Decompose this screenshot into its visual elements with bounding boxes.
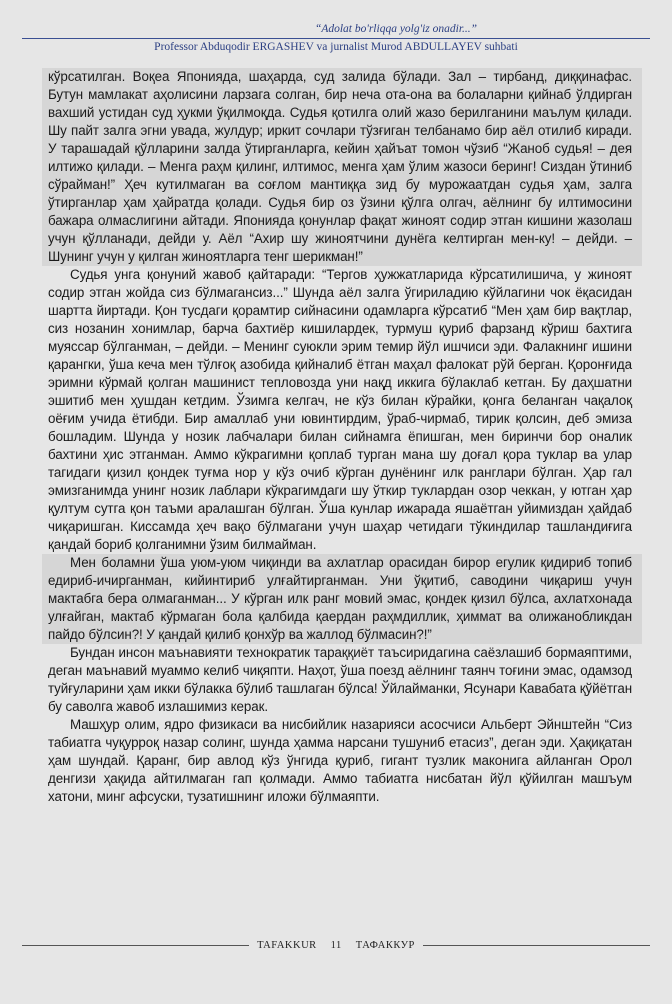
header-subtitle: Professor Abduqodir ERGASHEV va jurnalist Murod ABDULLAYEV suhbati — [154, 41, 518, 53]
article-body — [48, 68, 632, 806]
page-number: 11 — [330, 939, 342, 951]
footer-rule-left — [22, 945, 249, 946]
footer-left-title: TAFAKKUR — [257, 939, 317, 951]
header-quote: “Adolat bo'rliqqa yolg'iz onadir...” — [314, 23, 478, 35]
footer-rule-right — [423, 945, 650, 946]
paragraph: Мен боламни ўша уюм-уюм чиқинди ва ахлатлар орасидан бирор егулик қидириб топиб едириб-ичирганман, кийинтириб улғайтирганман. Уни ўқитиб, саводини чиқариш учун мактабга бера олмаганман... У кўрган илк ранг мовий эмас, қондек қизил бўлса, ахлатхонада улғайган, мактаб кўрмаган бола қалбида қаердан раҳмдиллик, ҳиммат ва олижанобликдан пайдо бўлсин?! У қандай қилиб қонхўр ва жаллод бўлмасин?!” — [42, 554, 642, 644]
page-footer — [22, 935, 650, 955]
paragraph: Судья унга қонуний жавоб қайтаради: “Тергов ҳужжатларида кўрсатилишича, у жиноят содир этган жойда сиз бўлмагансиз...” Шунда аёл залга ўгириладию кўйлагини чок ёқасидан шартта йиртади. Қон тусдаги қорамтир сийнасини одамларга кўрсатиб “Мен ҳам бир вақтлар, сиз нозанин хонимлар, барча бахтиёр кишилардек, турмуш қуриб фарзанд кўриш бахтига муяссар бўлганман, – дейди. – Менинг суюкли эрим темир йўл ишчиси эди. Фалакнинг ишини қарангки, ўша кеча мен тўлғоқ азобида қийналиб ётган маҳал фалокат рўй берган. Қоронғида эримни кўрмай қолган машинист тепловозда уни нақд иккига бўлаклаб кетган. Бу даҳшатни эшитиб мен ҳушдан кетдим. Ўзимга келгач, не кўз билан кўрайки, қонга беланган чақалоқ оёғим учида ётибди. Бир амаллаб уни ювинтирдим, ўраб-чирмаб, тирик қолсин, деб эмиза бошладим. Шунда у нозик лабчалари билан сийнамга ёпишган, мен биринчи бор оналик бахтини ҳис этганман. Аммо кўкрагимни қоплаб турган мана шу доғал қора туклар ва улар тагидаги қизил қондек туғма нор у кўз очиб кўрган дунёнинг илк ранглари бўлган. Ҳар гал эмизганимда унинг нозик лаблари кўкрагимдаги шу ўткир туклардан озор чеккан, у ютган ҳар қултум сутга қон таъми аралашган бўлган. Ўша кунлар ижарада яшаётган уйимиздан ҳайдаб чиқаришган. Киссамда ҳеч вақо бўлмагани учун шаҳар четидаги тўкиндилар ташландиғига қандай бориб қолганимни ўзим билмайман. — [48, 267, 632, 552]
paragraph: кўрсатилган. Воқеа Японияда, шаҳарда, суд залида бўлади. Зал – тирбанд, диққинафас. Бутун мамлакат аҳолисини ларзага солган, бир неча ота-она ва болаларни қийнаб ўлдирган вахший устидан суд ҳукми ўқилмоқда. Судья қотилга олий жазо берилганини маълум қилади. Шу пайт залга эгни увада, жулдур; иркит сочлари тўзғиган телбанамо бир аёл отилиб киради. У тарашадай қўлларини залда ўтирганларга, кейин ҳайъат томон чўзиб “Жаноб судья! – дея илтижо қилади. – Менга раҳм қилинг, илтимос, менга ҳам ўлим жазоси беринг! Сиздан ўтиниб сўрайман!” Ҳеч кутилмаган ва соғлом мантиққа зид бу мурожаатдан судья ҳам, залга ўтирганлар ҳам ҳайратда қолади. Судья бир оз ўзини қўлга олгач, аёлнинг бу илтимосини бажара олмаслигини айтади. Японияда қонунлар фақат жиноят содир этган кишини жазолаш учун қўлланади, дейди у. Аёл “Ахир шу жиноятчини дунёга келтирган мен-ку! – дейди. – Шунинг учун у қилган жиноятларга тенг шерикман!” — [42, 68, 642, 266]
header-rule — [22, 38, 650, 39]
running-header — [0, 22, 672, 55]
footer-right-title: ТАФАККУР — [355, 939, 415, 951]
paragraph: Бундан инсон маънавияти технократик тараққиёт таъсиридагина саёзлашиб бормаяптими, деган маънавий муаммо келиб чиқяпти. Наҳот, ўша поезд аёлнинг таянч тоғини эмас, одамзод туйғуларини ҳам икки бўлакка бўлиб ташлаган бўлса! Ўйлайманки, Ясунари Кавабата қўйётган бу саволга жавоб излашимиз керак. — [48, 645, 632, 714]
paragraph: Машҳур олим, ядро физикаси ва нисбийлик назарияси асосчиси Альберт Эйнштейн “Сиз табиатга чуқурроқ назар солинг, шунда ҳамма нарсани тушуниб етасиз”, деган эди. Ҳақиқатан ҳам шундай. Қаранг, бир авлод кўз ўнгида қуриб, гигант тузлик маконига айланган Орол денгизи ҳақида айтилмаган гап қолмади. Аммо табиатга нисбатан йўл қўйилган машъум хатони, минг афсуски, тузатишнинг иложи бўлмаяпти. — [48, 717, 632, 804]
